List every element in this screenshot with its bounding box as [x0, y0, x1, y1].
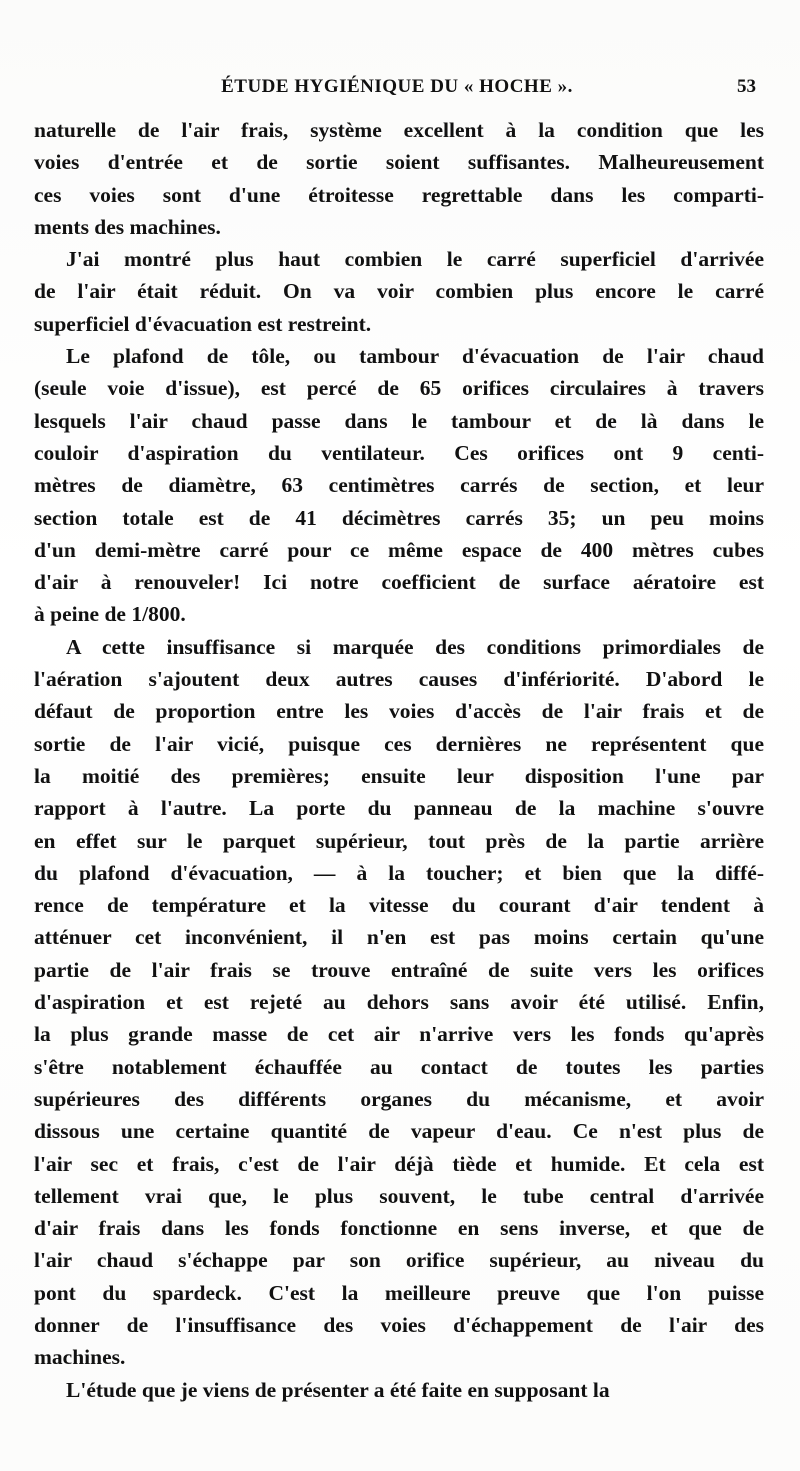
text-line: partie de l'air frais se trouve entraîné de suite vers les orifices — [34, 957, 764, 982]
text-line: couloir d'aspiration du ventilateur. Ces orifices ont 9 centi- — [34, 440, 764, 465]
text-line: la moitié des premières; ensuite leur disposition l'une par — [34, 763, 764, 788]
text-line: donner de l'insuffisance des voies d'échappement de l'air des — [34, 1312, 764, 1337]
text-line: voies d'entrée et de sortie soient suffisantes. Malheureusement — [34, 150, 764, 175]
text-line: machines. — [34, 1345, 126, 1370]
text-line: à peine de 1/800. — [34, 602, 186, 627]
text-line: section totale est de 41 décimètres carrés 35; un peu moins — [34, 505, 764, 530]
text-line: d'air frais dans les fonds fonctionne en sens inverse, et que de — [34, 1216, 764, 1241]
text-line: l'air chaud s'échappe par son orifice supérieur, au niveau du — [34, 1248, 764, 1273]
text-line: l'air sec et frais, c'est de l'air déjà tiède et humide. Et cela est — [34, 1151, 764, 1176]
text-line: (seule voie d'issue), est percé de 65 orifices circulaires à travers — [34, 376, 764, 401]
text-line: superficiel d'évacuation est restreint. — [34, 311, 372, 336]
text-line: de l'air était réduit. On va voir combien plus encore le carré — [34, 279, 764, 304]
text-line: atténuer cet inconvénient, il n'en est pas moins certain qu'une — [34, 925, 764, 950]
text-line: d'aspiration et est rejeté au dehors sans avoir été utilisé. Enfin, — [34, 990, 764, 1015]
text-line: naturelle de l'air frais, système excellent à la condition que les — [34, 118, 764, 142]
page-header — [34, 76, 760, 110]
text-line: défaut de proportion entre les voies d'accès de l'air frais et de — [34, 699, 764, 724]
text-line: s'être notablement échauffée au contact de toutes les parties — [34, 1054, 764, 1079]
paragraph — [34, 340, 764, 631]
page-number: 53 — [737, 76, 756, 97]
paragraph — [34, 243, 764, 340]
text-line: en effet sur le parquet supérieur, tout près de la partie arrière — [34, 828, 764, 853]
text-line: la plus grande masse de cet air n'arrive vers les fonds qu'après — [34, 1022, 764, 1047]
paragraph — [34, 631, 764, 1374]
paragraph — [34, 114, 764, 243]
text-line: A cette insuffisance si marquée des conditions primordiales de — [66, 634, 764, 659]
paragraph — [34, 1374, 764, 1406]
body-text — [34, 114, 764, 1406]
text-line: sortie de l'air vicié, puisque ces dernières ne représentent que — [34, 731, 764, 756]
text-line: d'un demi-mètre carré pour ce même espace de 400 mètres cubes — [34, 537, 764, 562]
text-line: ces voies sont d'une étroitesse regrettable dans les comparti- — [34, 182, 764, 207]
text-line: pont du spardeck. C'est la meilleure preuve que l'on puisse — [34, 1280, 764, 1305]
text-line: d'air à renouveler! Ici notre coefficient de surface aératoire est — [34, 570, 764, 595]
text-line: rence de température et la vitesse du courant d'air tendent à — [34, 893, 764, 918]
text-line: J'ai montré plus haut combien le carré superficiel d'arrivée — [66, 247, 764, 272]
text-line: dissous une certaine quantité de vapeur d'eau. Ce n'est plus de — [34, 1119, 764, 1144]
text-line: supérieures des différents organes du mécanisme, et avoir — [34, 1086, 764, 1111]
text-line: tellement vrai que, le plus souvent, le tube central d'arrivée — [34, 1183, 764, 1208]
text-line: mètres de diamètre, 63 centimètres carrés de section, et leur — [34, 473, 764, 498]
text-line: l'aération s'ajoutent deux autres causes d'infériorité. D'abord le — [34, 667, 764, 692]
text-line: ments des machines. — [34, 214, 221, 239]
text-line: rapport à l'autre. La porte du panneau de la machine s'ouvre — [34, 796, 764, 821]
text-line: du plafond d'évacuation, — à la toucher; et bien que la diffé- — [34, 860, 764, 885]
text-line: lesquels l'air chaud passe dans le tambour et de là dans le — [34, 408, 764, 433]
running-title: ÉTUDE HYGIÉNIQUE DU « HOCHE ». — [221, 76, 573, 97]
text-line: L'étude que je viens de présenter a été faite en supposant la — [66, 1377, 610, 1402]
text-line: Le plafond de tôle, ou tambour d'évacuation de l'air chaud — [66, 344, 764, 369]
